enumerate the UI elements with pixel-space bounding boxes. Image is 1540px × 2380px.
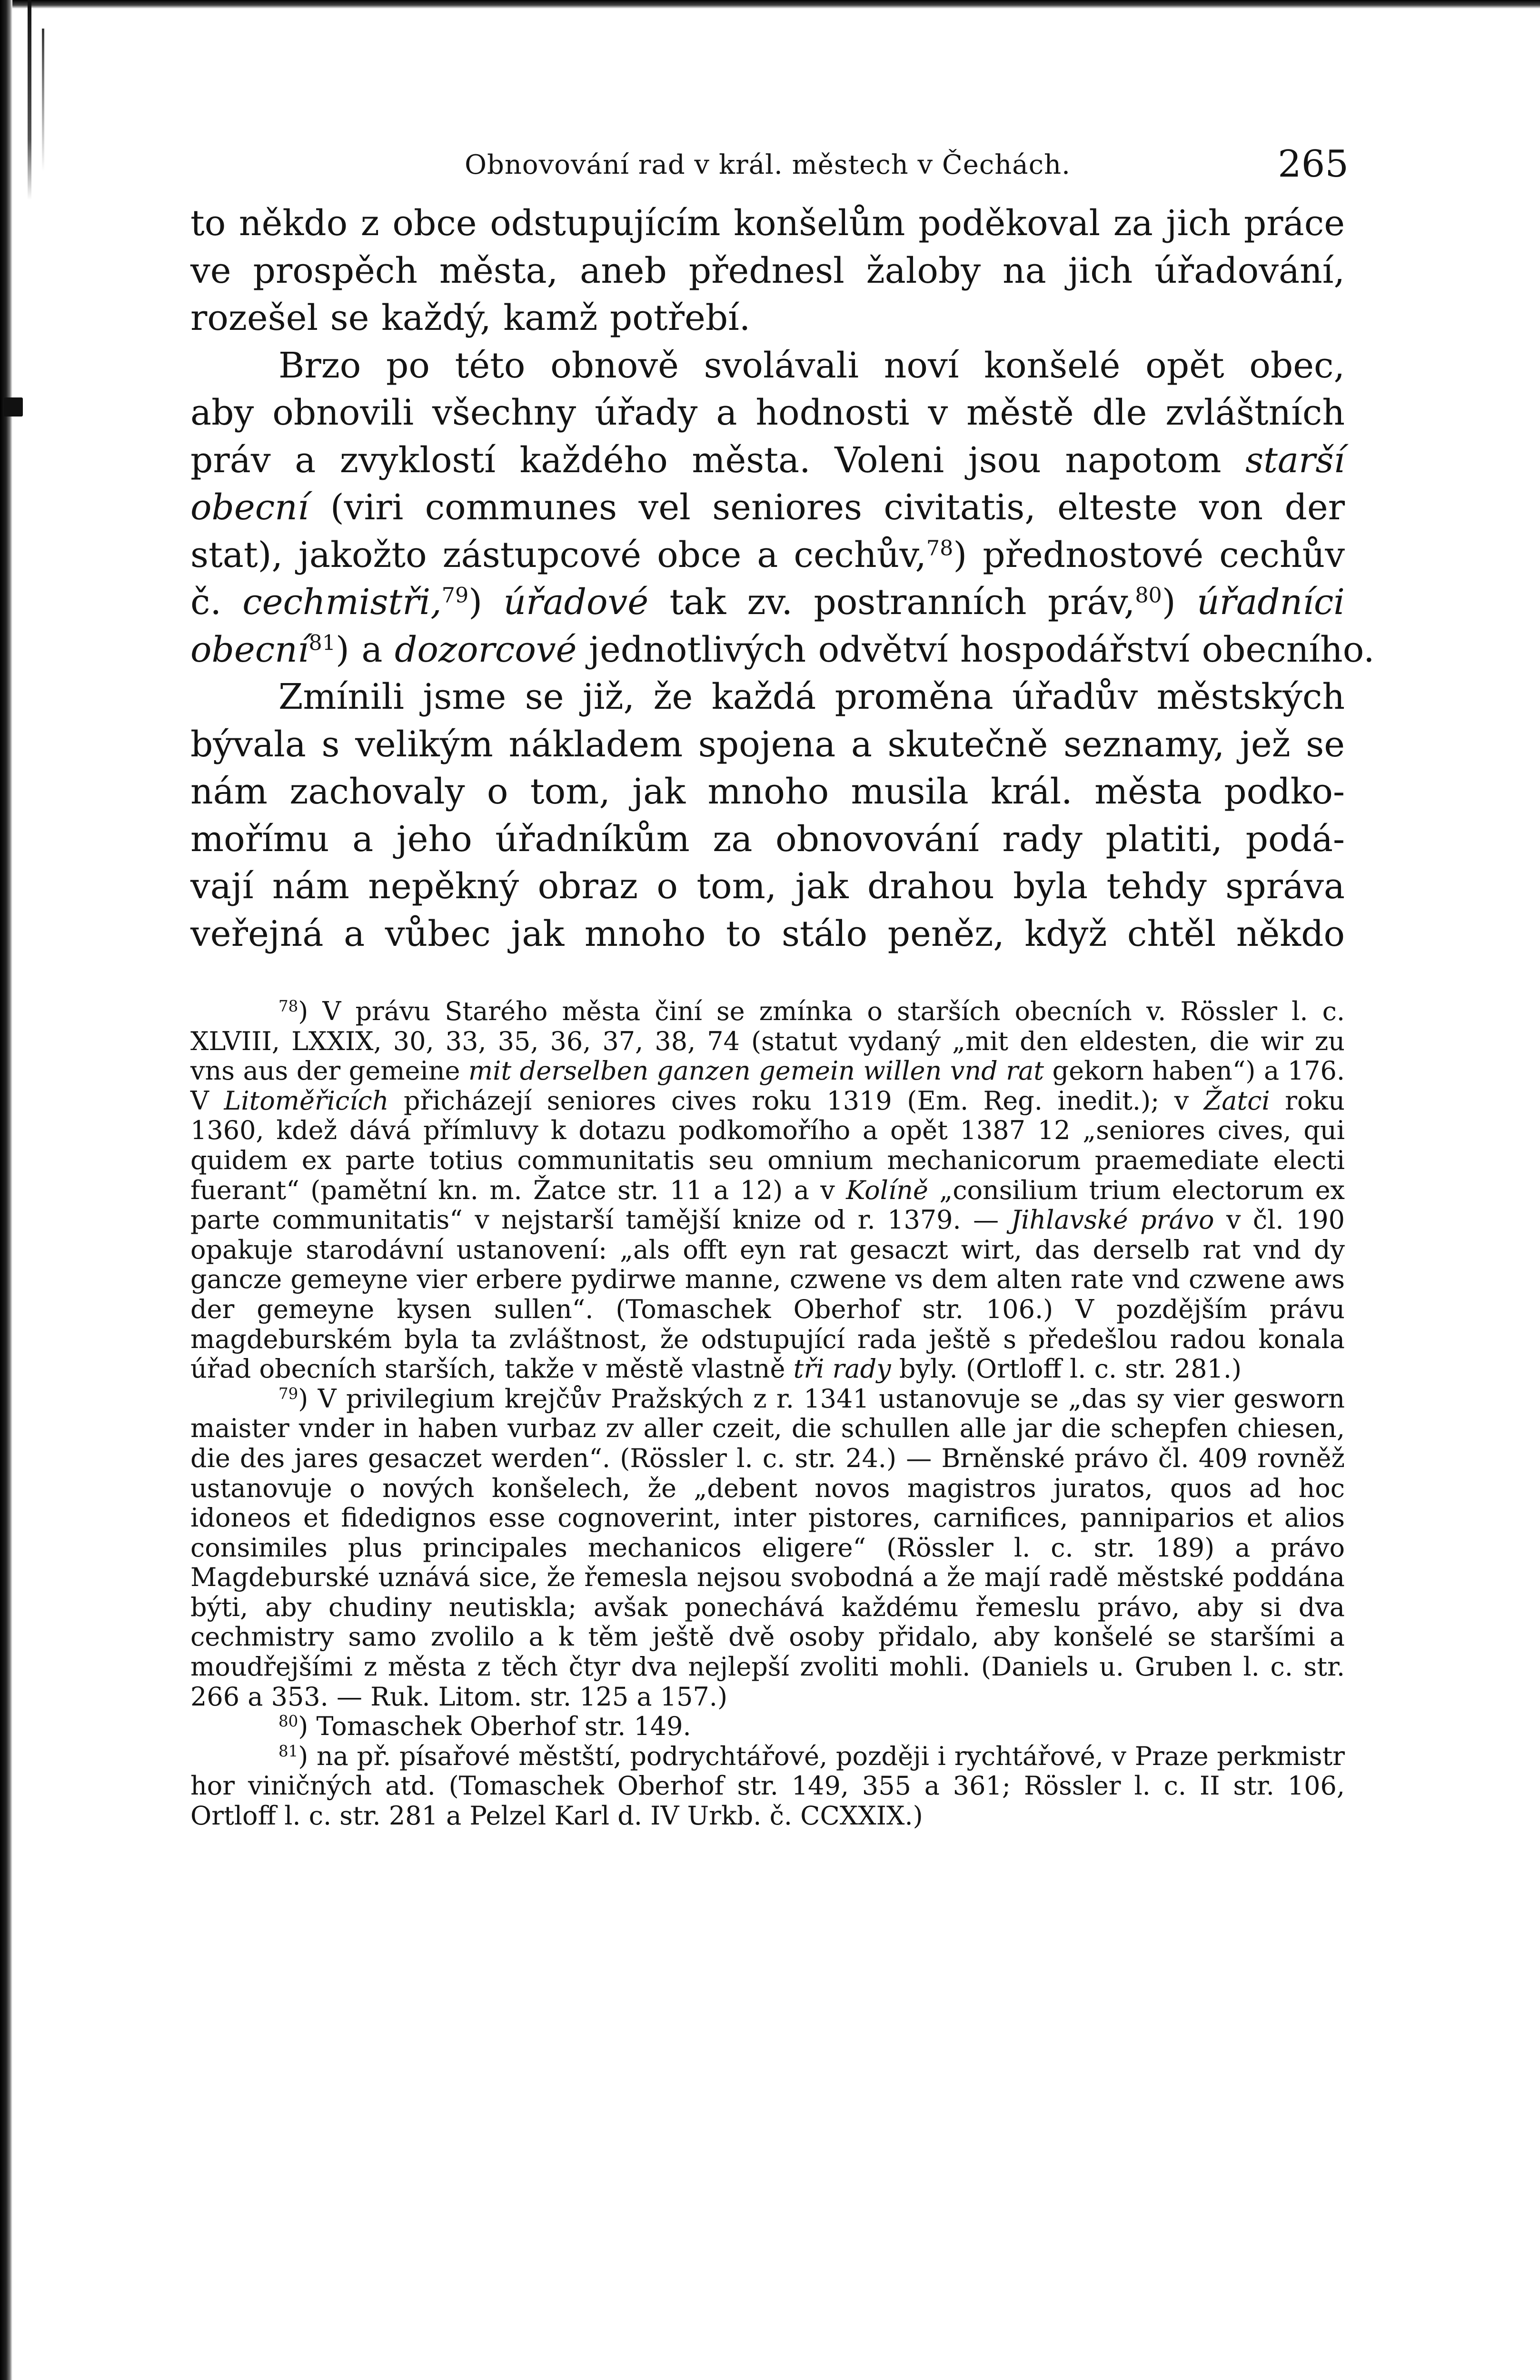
text-run: Brzo po této obnově svolávali noví konšelé opět obec, bbox=[278, 345, 1345, 386]
italic-term: starší bbox=[1245, 439, 1345, 481]
text-run: mořímu a jeho úřadníkům za obnovování rady platiti, podá- bbox=[190, 818, 1345, 860]
text-run: přicházejí seniores cives roku 1319 (Em. Reg. inedit.); v bbox=[388, 1085, 1204, 1116]
body-line bbox=[190, 248, 1345, 295]
italic-term: obecní bbox=[190, 487, 309, 528]
italic-term: cechmistři, bbox=[242, 582, 442, 623]
footnote-ref[interactable]: 78 bbox=[926, 536, 954, 561]
body-line bbox=[190, 626, 1375, 674]
footnote-indent bbox=[190, 996, 278, 1026]
text-run: ) bbox=[468, 582, 504, 623]
body-line bbox=[190, 768, 1345, 816]
page-number: 265 bbox=[1278, 143, 1349, 186]
footnote-ref[interactable]: 79 bbox=[441, 583, 469, 608]
body-line bbox=[190, 342, 1345, 390]
body-line bbox=[190, 200, 1345, 248]
text-run: ) Tomaschek Oberhof str. 149. bbox=[298, 1711, 691, 1742]
footnote-ref[interactable]: 80 bbox=[1135, 583, 1162, 608]
body-line bbox=[190, 295, 1345, 342]
footnote-number: 79 bbox=[278, 1384, 298, 1403]
body-line bbox=[190, 863, 1345, 911]
italic-term: mit derselben ganzen gemein willen vnd rat bbox=[468, 1056, 1044, 1086]
text-run: rozešel se každý, kamž potřebí. bbox=[190, 298, 751, 338]
text-run: ) V privilegium krejčův Pražských z r. 1341 ustanovuje se „das sy vier gesworn maister vnder in haben vurbaz zv aller czeit, die schullen alle jar die schepfen chiesen, die des jares gesaczet werden“. (Rössler l. c. str. 24.) — Brněnské právo čl. 409 rovněž ustanovuje o nových konšelech, že „debent novos magistros juratos, quos ad hoc idoneos et fidedignos esse cognoverint, inter pistores, carnifices, panniparios et alios consimiles plus principales mechanicos eligere“ (Rössler l. c. str. 189) a právo Magdeburské uznává sice, že řemesla nejsou svobodná a že mají radě městské poddána býti, aby chudiny neutiskla; avšak ponechává každému řemeslu právo, aby si dva cechmistry samo zvolilo a k těm ještě dvě osoby přidalo, aby konšelé se staršími a moudřejšími z města z těch čtyr dva nejlepší zvoliti mohli. (Daniels u. Gruben l. c. str. 266 a 353. — Ruk. Litom. str. 125 a 157.) bbox=[190, 1383, 1345, 1712]
text-run: vají nám nepěkný obraz o tom, jak drahou byla tehdy správa bbox=[190, 866, 1345, 907]
text-run: č. bbox=[190, 582, 243, 623]
scan-border-top bbox=[0, 0, 1540, 9]
italic-term: Žatci bbox=[1203, 1085, 1270, 1116]
scan-binding-shadow-2 bbox=[42, 29, 44, 171]
body-line bbox=[190, 579, 1345, 626]
italic-term: Jihlavské právo bbox=[1011, 1205, 1214, 1235]
body-line bbox=[190, 532, 1345, 579]
footnote-81 bbox=[190, 1742, 1345, 1831]
text-run: ) na př. písařové městští, podrychtářové, později i rychtářové, v Praze perkmistr hor viničných atd. (Tomaschek Oberhof str. 149, 355 a 361; Rössler l. c. II str. 106, Ortloff l. c. str. 281 a Pelzel Karl d. IV Urkb. č. CCXXIX.) bbox=[190, 1741, 1345, 1831]
text-run: ) V právu Starého města činí se zmínka o starších obecních v. Rössler l. c. XLVIII, LXXIX, 30, 33, 35, 36, 37, 38, 74 (statut vydaný „mit den eldesten, die wir zu vns aus der gemeine bbox=[190, 996, 1345, 1086]
body-line bbox=[190, 674, 1345, 721]
body-line bbox=[190, 721, 1345, 769]
footnote-number: 81 bbox=[278, 1742, 298, 1761]
footnote-indent bbox=[190, 1384, 278, 1414]
italic-term: dozorcové bbox=[395, 629, 577, 670]
footnote-ref[interactable]: 81 bbox=[308, 631, 336, 655]
footnote-indent bbox=[190, 1741, 278, 1771]
text-run: veřejná a vůbec jak mnoho to stálo peněz, když chtěl někdo bbox=[190, 913, 1345, 954]
running-title: Obnovování rad v král. městech v Čechách. bbox=[465, 149, 1071, 180]
footnote-number: 80 bbox=[278, 1712, 298, 1731]
text-run: roku 1360, kdež dává přímluvy k dotazu podkomořího a opět 1387 12 „seniores cives, qui quidem ex parte totius communitatis seu omnium mechanicorum praemediate electi fuerant“ (pamětní kn. m. Žatce str. 11 a 12) a v bbox=[190, 1085, 1345, 1205]
book-page bbox=[190, 143, 1375, 1831]
body-line bbox=[190, 484, 1345, 532]
body-text bbox=[190, 200, 1375, 958]
body-line bbox=[190, 437, 1345, 485]
text-run: jednotlivých odvětví hospodářství obecního. bbox=[576, 629, 1375, 670]
body-line bbox=[190, 911, 1345, 958]
text-run: to někdo z obce odstupujícím konšelům poděkoval za jich práce bbox=[190, 203, 1345, 244]
running-head bbox=[190, 143, 1349, 200]
footnote-indent bbox=[190, 1711, 278, 1741]
scan-marker bbox=[4, 397, 23, 416]
italic-term: Litoměřicích bbox=[224, 1085, 389, 1116]
footnote-number: 78 bbox=[278, 997, 298, 1016]
text-run: práv a zvyklostí každého města. Voleni jsou napotom bbox=[190, 439, 1246, 481]
footnote-80 bbox=[190, 1712, 1345, 1742]
text-run: ) přednostové cechův bbox=[953, 534, 1345, 575]
text-run: tak zv. postranních práv, bbox=[648, 582, 1135, 623]
text-run: „consilium trium electorum ex parte communitatis“ v nejstarší tamější knize od r. 1379. — bbox=[190, 1175, 1345, 1235]
italic-term: Kolíně bbox=[846, 1175, 928, 1205]
italic-term: obecní bbox=[190, 629, 309, 670]
text-run: bývala s velikým nákladem spojena a skutečně seznamy, jež se bbox=[190, 724, 1345, 765]
body-line bbox=[190, 389, 1345, 437]
italic-term: úřadníci bbox=[1197, 582, 1345, 623]
italic-term: tři rady bbox=[793, 1354, 891, 1384]
scan-border-left bbox=[0, 0, 12, 2380]
text-run: ) bbox=[1162, 582, 1197, 623]
text-run: ve prospěch města, aneb přednesl žaloby na jich úřadování, bbox=[190, 250, 1345, 291]
text-run: Zmínili jsme se již, že každá proměna úřadův městských bbox=[278, 676, 1345, 717]
text-run: stat), jakožto zástupcové obce a cechův, bbox=[190, 534, 926, 575]
text-run: aby obnovili všechny úřady a hodnosti v městě dle zvláštních bbox=[190, 392, 1345, 433]
footnotes bbox=[190, 997, 1345, 1831]
text-run: byly. (Ortloff l. c. str. 281.) bbox=[891, 1354, 1242, 1384]
text-run: v čl. 190 opakuje starodávní ustanovení: „als offt eyn rat gesaczt wirt, das derselb rat vnd dy gancze gemeyne vier erbere pydirwe manne, czwene vs dem alten rate vnd czwene aws der gemeyne kysen sullen“. (Tomaschek Oberhof str. 106.) V pozdějším právu magdeburském byla ta zvláštnost, že odstupující rada ještě s předešlou radou konala úřad obecních starších, takže v městě vlastně bbox=[190, 1205, 1345, 1384]
text-run: (viri communes vel seniores civitatis, elteste von der bbox=[308, 487, 1345, 528]
text-run: gekorn haben“) a 176. V bbox=[190, 1056, 1345, 1116]
footnote-79 bbox=[190, 1384, 1345, 1712]
footnote-78 bbox=[190, 997, 1345, 1384]
italic-term: úřadové bbox=[503, 582, 649, 623]
text-run: nám zachovaly o tom, jak mnoho musila král. města podko- bbox=[190, 771, 1345, 812]
body-line bbox=[190, 816, 1345, 863]
scan-binding-shadow bbox=[28, 0, 31, 200]
text-run: ) a bbox=[336, 629, 395, 670]
